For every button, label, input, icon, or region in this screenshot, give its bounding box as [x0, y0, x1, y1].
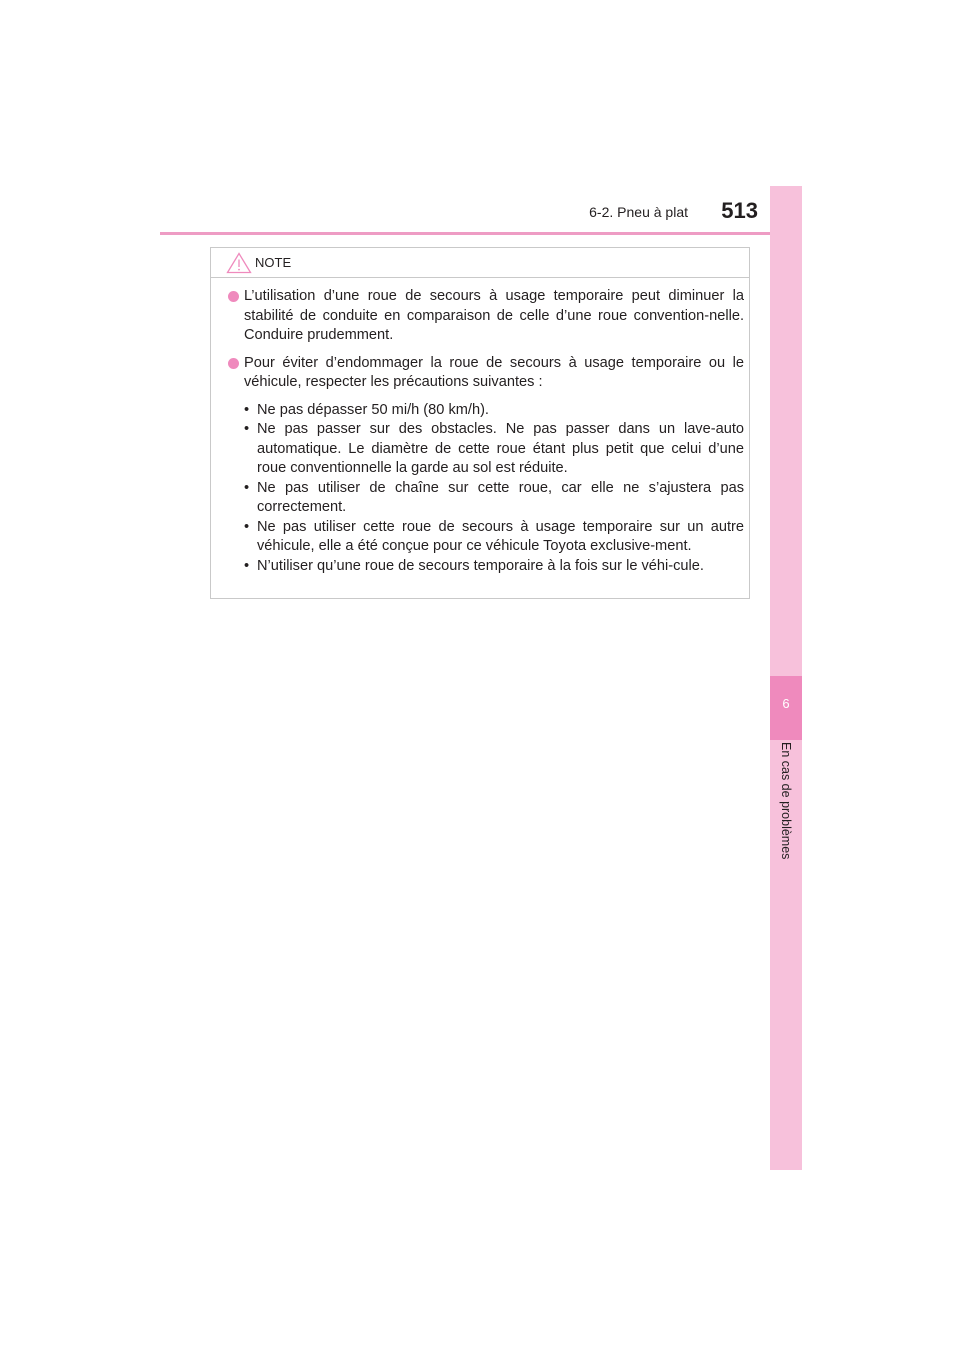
section-title: 6-2. Pneu à plat: [589, 204, 688, 220]
note-item-text: Pour éviter d’endommager la roue de secours à usage temporaire ou le véhicule, respecter les précautions suivantes :: [244, 354, 744, 390]
note-header: [211, 248, 749, 278]
note-body: [228, 287, 744, 576]
precaution-text: Ne pas dépasser 50 mi/h (80 km/h).: [257, 401, 489, 418]
bullet-icon: •: [244, 421, 250, 437]
bullet-icon: •: [244, 401, 250, 418]
precaution-item: [244, 401, 744, 421]
warning-triangle-icon: [226, 252, 252, 274]
chapter-title: En cas de problèmes: [779, 742, 793, 860]
bullet-icon: •: [244, 479, 250, 496]
precaution-item: [244, 479, 744, 518]
chapter-number: 6: [782, 696, 790, 711]
note-item: [228, 354, 744, 393]
precaution-text: Ne pas utiliser cette roue de secours à usage temporaire sur un autre véhicule, elle a été conçue pour ce véhicule Toyota exclusive-ment.: [257, 518, 744, 554]
page-number: 513: [721, 198, 758, 223]
precaution-text: Ne pas passer sur des obstacles. Ne pas passer dans un lave-auto automatique. Le diamètre de cette roue étant plus petit que celui d’une roue conventionnelle la garde au sol est réduite.: [257, 421, 744, 476]
precaution-item: [244, 518, 744, 557]
note-item-text: L’utilisation d’une roue de secours à usage temporaire peut diminuer la stabilité de conduite en comparaison de celle d’une roue convention-nelle. Conduire prudemment.: [244, 288, 744, 343]
pink-bullet-icon: [228, 291, 239, 302]
chapter-title-vertical: [772, 742, 800, 892]
precaution-text: N’utiliser qu’une roue de secours temporaire à la fois sur le véhi-cule.: [257, 557, 704, 574]
note-title: NOTE: [255, 255, 292, 270]
pink-bullet-icon: [228, 358, 239, 369]
note-box: [210, 247, 750, 599]
precaution-item: [244, 420, 744, 479]
bullet-icon: •: [244, 518, 250, 535]
note-item: [228, 287, 744, 346]
bullet-icon: •: [244, 557, 250, 574]
precaution-item: [244, 557, 744, 577]
precaution-text: Ne pas utiliser de chaîne sur cette roue, car elle ne s’ajustera pas correctement.: [257, 479, 744, 515]
header-rule: [160, 232, 801, 235]
precautions-list: [244, 401, 744, 577]
